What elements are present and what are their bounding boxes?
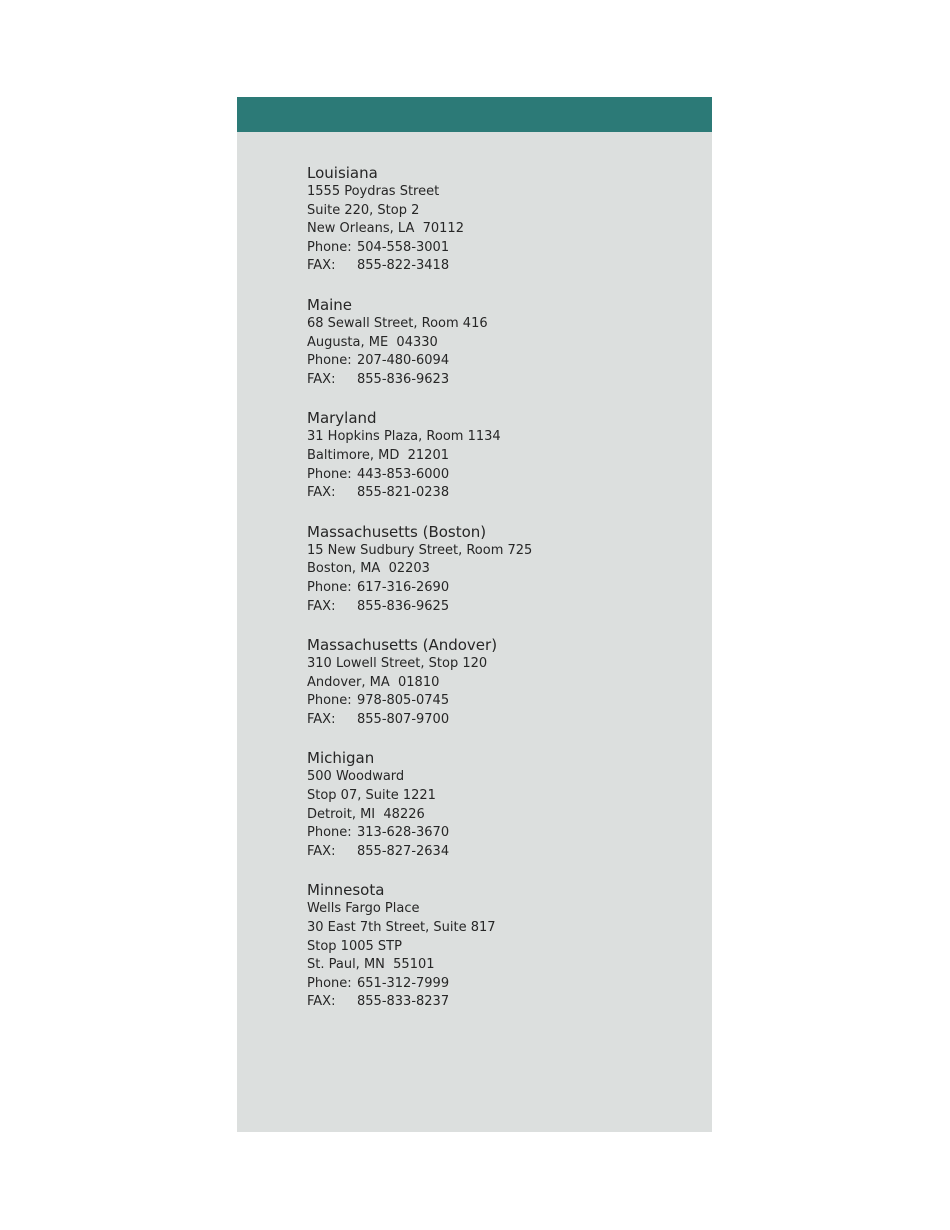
address-line: Augusta, ME 04330 [307, 334, 438, 350]
fax-label: FAX: [307, 843, 336, 859]
address-line: Detroit, MI 48226 [307, 806, 425, 822]
phone-label: Phone: [307, 353, 352, 369]
office-block [307, 163, 697, 276]
office-list [307, 163, 697, 1031]
phone-line [307, 239, 697, 258]
phone-line [307, 975, 697, 994]
fax-label: FAX: [307, 258, 336, 274]
fax-line [307, 484, 697, 503]
phone-label: Phone: [307, 693, 352, 709]
fax-line [307, 257, 697, 276]
office-name: Louisiana [307, 164, 378, 182]
phone-label: Phone: [307, 466, 352, 482]
fax-label: FAX: [307, 598, 336, 614]
office-name: Massachusetts (Andover) [307, 636, 498, 655]
fax-number: 855-821-0238 [357, 485, 450, 501]
office-name: Maryland [307, 409, 377, 428]
address-line: Baltimore, MD 21201 [307, 447, 449, 463]
phone-number: 207-480-6094 [357, 353, 450, 369]
office-block [307, 880, 697, 1012]
office-block [307, 522, 697, 616]
phone-number: 978-805-0745 [357, 693, 450, 709]
office-directory-panel [237, 97, 712, 1132]
fax-number: 855-822-3418 [357, 258, 450, 274]
office-name: Maine [307, 295, 353, 314]
phone-label: Phone: [307, 975, 352, 991]
fax-line [307, 598, 697, 617]
phone-label: Phone: [307, 825, 352, 841]
address-line: St. Paul, MN 55101 [307, 957, 435, 973]
address-line: 30 East 7th Street, Suite 817 [307, 920, 496, 936]
office-block [307, 408, 697, 502]
phone-number: 617-316-2690 [357, 579, 450, 595]
phone-number: 504-558-3001 [357, 239, 450, 255]
address-line: New Orleans, LA 70112 [307, 221, 464, 237]
phone-number: 313-628-3670 [357, 825, 450, 841]
address-line: 310 Lowell Street, Stop 120 [307, 656, 488, 672]
office-name: Massachusetts (Boston) [307, 522, 487, 541]
office-name: Minnesota [307, 881, 385, 900]
address-line: Andover, MA 01810 [307, 674, 440, 690]
phone-line [307, 579, 697, 598]
office-block [307, 295, 697, 389]
fax-label: FAX: [307, 711, 336, 727]
address-line: 1555 Poydras Street [307, 184, 440, 199]
address-line: Stop 1005 STP [307, 938, 402, 954]
office-name: Michigan [307, 749, 375, 768]
phone-line [307, 824, 697, 843]
phone-number: 443-853-6000 [357, 466, 450, 482]
phone-line [307, 466, 697, 485]
phone-label: Phone: [307, 239, 352, 255]
address-line: Stop 07, Suite 1221 [307, 788, 436, 804]
fax-line [307, 843, 697, 862]
address-line: Suite 220, Stop 2 [307, 202, 420, 218]
fax-label: FAX: [307, 485, 336, 501]
fax-label: FAX: [307, 994, 336, 1010]
address-line: 31 Hopkins Plaza, Room 1134 [307, 429, 501, 445]
fax-label: FAX: [307, 371, 336, 387]
address-line: 500 Woodward [307, 769, 405, 785]
header-band [237, 97, 712, 132]
fax-number: 855-827-2634 [357, 843, 450, 859]
phone-line [307, 692, 697, 711]
fax-line [307, 371, 697, 390]
fax-number: 855-836-9625 [357, 598, 450, 614]
fax-line [307, 993, 697, 1012]
address-line: Boston, MA 02203 [307, 561, 430, 577]
address-line: 15 New Sudbury Street, Room 725 [307, 542, 533, 558]
fax-number: 855-807-9700 [357, 711, 450, 727]
address-line: 68 Sewall Street, Room 416 [307, 315, 488, 331]
office-block [307, 635, 697, 729]
phone-number: 651-312-7999 [357, 975, 450, 991]
phone-label: Phone: [307, 579, 352, 595]
address-line: Wells Fargo Place [307, 901, 420, 917]
fax-number: 855-833-8237 [357, 994, 450, 1010]
phone-line [307, 352, 697, 371]
fax-number: 855-836-9623 [357, 371, 450, 387]
fax-line [307, 711, 697, 730]
office-block [307, 748, 697, 861]
